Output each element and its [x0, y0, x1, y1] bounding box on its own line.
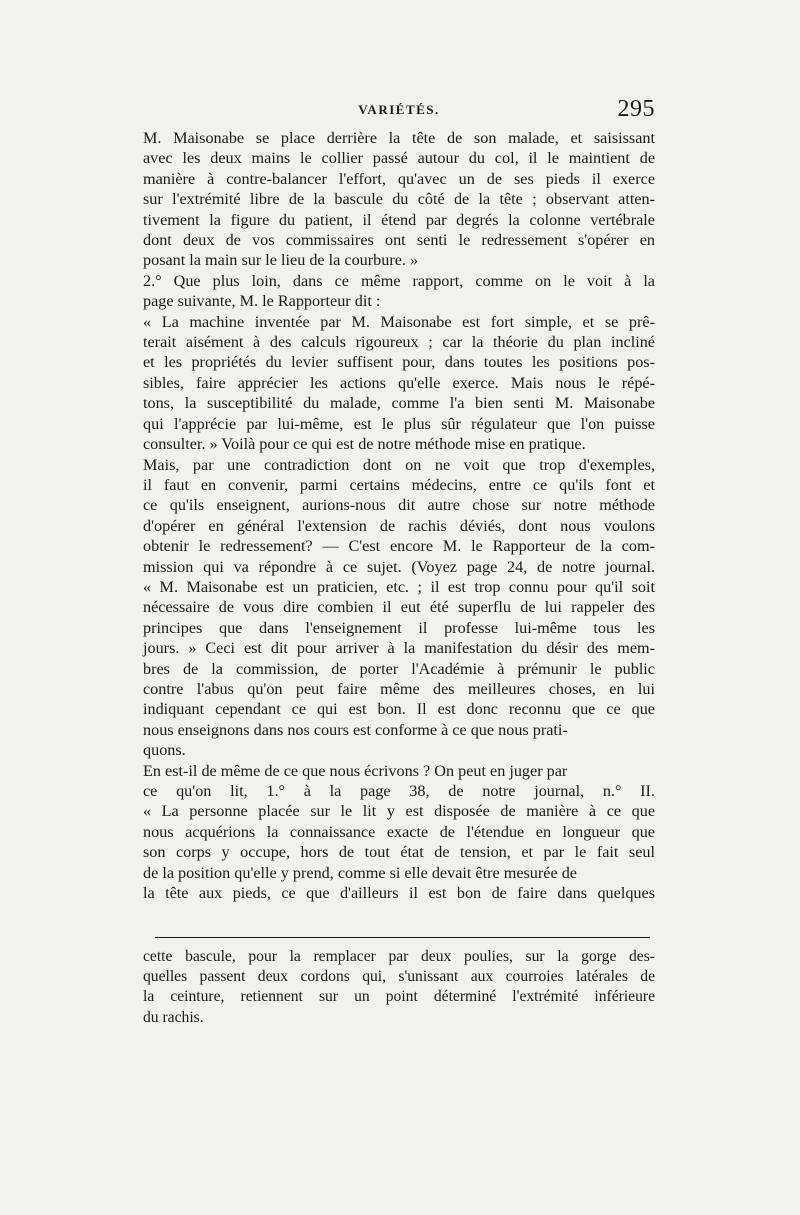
text-line: mission qui va répondre à ce sujet. (Voyez page 24, de notre journal. — [143, 557, 655, 576]
footnote-line: cette bascule, pour la remplacer par deux poulies, sur la gorge des- — [143, 948, 655, 965]
text-line: tivement la figure du patient, il étend par degrés la colonne vertébrale — [143, 210, 655, 229]
text-line: obtenir le redressement? — C'est encore M. le Rapporteur de la com- — [143, 537, 655, 556]
page-header — [143, 96, 655, 130]
text-line: nécessaire de vous dire combien il eut été superflu de lui rappeler des — [143, 598, 655, 617]
text-line: et les propriétés du levier suffisent pour, dans toutes les positions pos- — [143, 353, 655, 372]
text-line: page suivante, M. le Rapporteur dit : — [143, 292, 381, 311]
text-line: qui l'apprécie par lui-même, est le plus sûr régulateur que l'on puisse — [143, 414, 655, 433]
text-line: ce qu'on lit, 1.° à la page 38, de notre journal, n.° II. — [143, 782, 655, 800]
footnote-line: quelles passent deux cordons qui, s'unissant aux courroies latérales de — [143, 968, 655, 986]
text-line: dont deux de vos commissaires ont senti le redressement s'opérer en — [143, 231, 655, 250]
footnote-line: du rachis. — [143, 1008, 204, 1026]
text-line: « La personne placée sur le lit y est disposée de manière à ce que — [143, 802, 655, 821]
text-line: 2.° Que plus loin, dans ce même rapport, comme on le voit à la — [143, 271, 655, 290]
text-line: il faut en convenir, parmi certains médecins, entre ce qu'ils font et — [143, 475, 655, 494]
text-line: M. Maisonabe se place derrière la tête de son malade, et saisissant — [143, 129, 655, 147]
text-line: nous acquérions la connaissance exacte de l'étendue en longueur que — [143, 822, 655, 841]
text-line: son corps y occupe, hors de tout état de tension, et par le fait seul — [143, 843, 655, 862]
text-line: Mais, par une contradiction dont on ne voit que trop d'exemples, — [143, 455, 655, 474]
text-line: de la position qu'elle y prend, comme si elle devait être mesurée de — [143, 863, 577, 882]
text-line: terait aisément à des calculs rigoureux ; car la théorie du plan incliné — [143, 333, 655, 352]
text-line: manière à contre-balancer l'effort, qu'avec un de ses pieds il exerce — [143, 169, 655, 188]
text-line: En est-il de même de ce que nous écrivons ? On peut en juger par — [143, 761, 568, 780]
text-line: contre l'abus qu'on peut faire même des meilleures choses, en lui — [143, 679, 655, 698]
body-text — [143, 128, 655, 903]
text-line: « M. Maisonabe est un praticien, etc. ; il est trop connu pour qu'il soit — [143, 577, 655, 596]
text-line: sur l'extrémité libre de la bascule du côté de la tête ; observant atten- — [143, 190, 655, 209]
text-line: sibles, faire apprécier les actions qu'elle exerce. Mais nous le répé- — [143, 373, 655, 392]
text-line: la tête aux pieds, ce que d'ailleurs il est bon de faire dans quelques — [143, 884, 655, 903]
text-line: jours. » Ceci est dit pour arriver à la manifestation du désir des mem- — [143, 639, 655, 658]
footnote-line: la ceinture, retiennent sur un point déterminé l'extrémité inférieure — [143, 988, 655, 1006]
text-line: ce qu'ils enseignent, aurions-nous dit autre chose sur notre méthode — [143, 496, 655, 515]
text-line: nous enseignons dans nos cours est conforme à ce que nous prati- — [143, 720, 568, 739]
text-line: principes que dans l'enseignement il professe lui-même tous les — [143, 618, 655, 637]
page-number: 295 — [617, 96, 655, 122]
text-line: posant la main sur le lieu de la courbure. » — [143, 251, 419, 270]
text-line: d'opérer en général l'extension de rachis déviés, dont nous voulons — [143, 516, 655, 535]
footnote — [143, 947, 655, 1028]
text-line: indiquant cependant ce qui est bon. Il est donc reconnu que ce que — [143, 700, 655, 719]
text-line: quons. — [143, 741, 186, 760]
text-line: bres de la commission, de porter l'Académie à prémunir le public — [143, 659, 655, 678]
text-line: « La machine inventée par M. Maisonabe est fort simple, et se prê- — [143, 312, 655, 331]
running-title: VARIÉTÉS. — [358, 102, 440, 117]
text-line: consulter. » Voilà pour ce qui est de notre méthode mise en pratique. — [143, 435, 586, 454]
text-line: avec les deux mains le collier passé autour du col, il le maintient de — [143, 149, 655, 168]
footnote-rule — [155, 937, 650, 938]
text-line: tons, la susceptibilité du malade, comme l'a bien senti M. Maisonabe — [143, 394, 655, 413]
